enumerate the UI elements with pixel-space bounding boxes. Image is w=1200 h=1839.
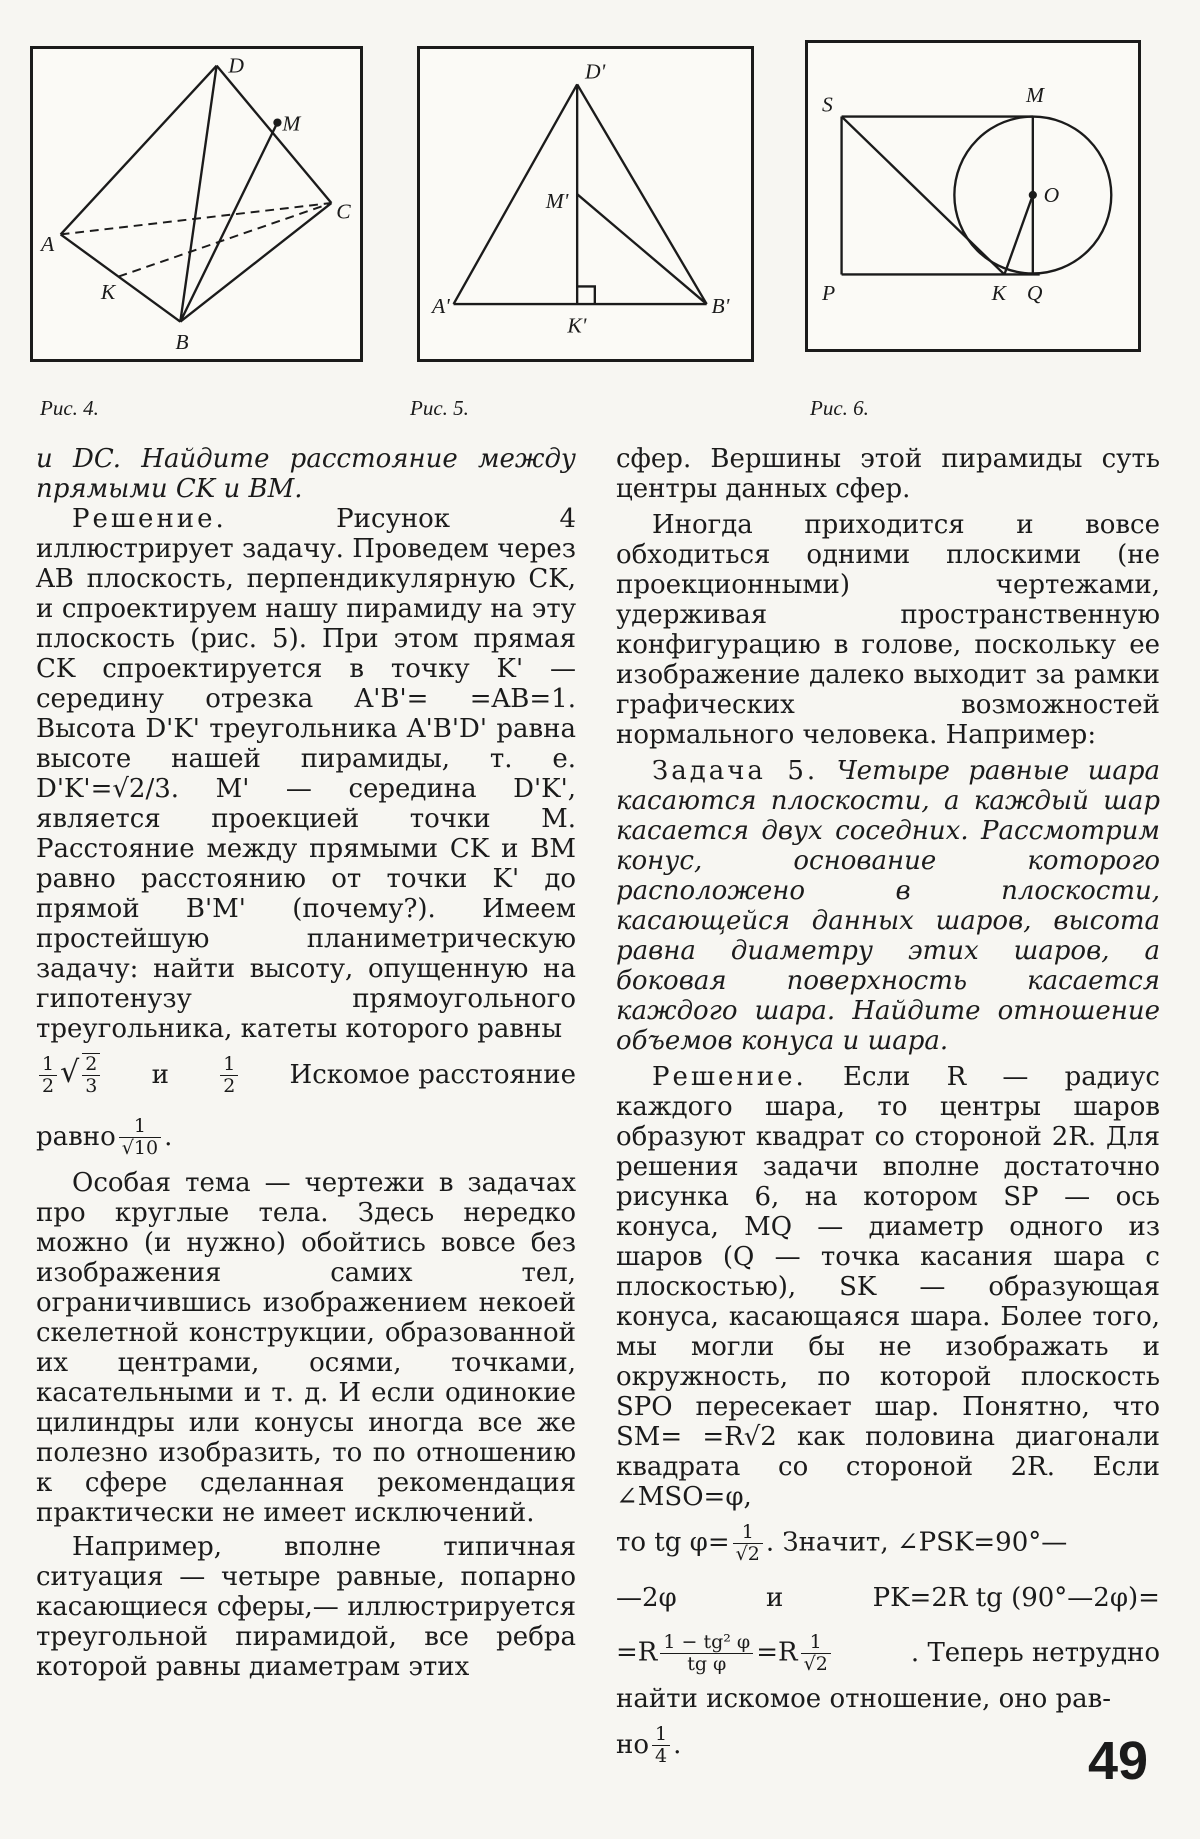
label-m: M xyxy=(282,111,301,136)
right-solution-text: Если R — радиус каждого шара, то центры шаров образуют квадрат со стороной 2R. Для решения задачи вполне достаточно рисунка 6, на котором SP — ось конуса, MQ — диаметр одного из шаров (Q — точка касания шара с плоскостью), SK — образующая конуса, касающаяся шара. Более того, мы могли бы не изображать и окружность, по которой плоскость SPO пересекает шар. Понятно, что SM= =R√2 как половина диагонали квадрата со стороной 2R. Если ∠MSO=φ, xyxy=(616,1062,1160,1512)
figure-5-caption: Рис. 5. xyxy=(410,396,469,420)
right-solution-heading: Решение. xyxy=(652,1062,807,1092)
figure-6 xyxy=(805,40,1141,352)
task-heading: Задача 5. xyxy=(652,756,819,786)
label-a: A xyxy=(41,232,55,257)
label-q: Q xyxy=(1026,280,1043,305)
label-m: M xyxy=(1025,82,1044,107)
final-answer: но $\frac{1}{4}$ . xyxy=(616,1722,682,1767)
label-b-prime: B' xyxy=(711,293,730,318)
label-s: S xyxy=(821,92,833,117)
final-line: найти искомое отношение, оно рав- xyxy=(616,1684,1112,1714)
equation-pk: —2φ и PK=2R tg (90°—2φ)= xyxy=(616,1583,1160,1613)
fraction-half-2: $\frac{1}{2}$ xyxy=(220,1054,238,1097)
task-5 xyxy=(616,756,1160,1056)
label-a-prime: A' xyxy=(431,293,450,318)
right-solution xyxy=(616,1062,1160,1512)
label-d-prime: D' xyxy=(585,59,606,84)
label-k-prime: K' xyxy=(567,313,587,338)
label-b: B xyxy=(175,330,189,355)
right-paragraph-2: Иногда приходится и вовсе обходиться одними плоскими (не проекционными) чертежами, удерживая пространственную конфигурацию в голове, поскольку ее изображение далеко выходит за рамки графических возможностей нормального человека. Например: xyxy=(616,510,1160,750)
solution-heading: Решение. xyxy=(72,504,227,534)
left-paragraph-2 xyxy=(36,504,576,1044)
conjunction-and: и xyxy=(151,1060,169,1090)
page-number: 49 xyxy=(1088,1731,1149,1791)
task-text: Четыре равные шара касаются плоскости, а каждый шар касается двух соседних. Рассмотрим конус, основание которого расположено в плоскости, касающейся данных шаров, высота равна диаметру этих шаров, а боковая поверхность касается каждого шара. Найдите отношение объемов конуса и шара. xyxy=(616,756,1160,1056)
right-column xyxy=(616,444,1160,1776)
right-paragraph-1: сфер. Вершины этой пирамиды суть центры данных сфер. xyxy=(616,444,1160,504)
label-k: K xyxy=(991,280,1007,305)
left-paragraph-3: Особая тема — чертежи в задачах про круглые тела. Здесь нередко можно (и нужно) обойтись вовсе без изображения самих тел, ограничившись изображением некоей скелетной конструкции, образованной их центрами, осями, точками, касательными и т. д. И если одинокие цилиндры или конусы иногда все же полезно изобразить, то по отношению к сфере сделанная рекомендация практически не имеет исключений. xyxy=(36,1168,576,1528)
legs-formula: $\frac{1}{2}$ √ $\frac{2}{3}$ и $\frac{1}{2}$ Искомое расстояние xyxy=(36,1044,576,1106)
label-c: C xyxy=(336,199,351,224)
label-o: O xyxy=(1043,182,1060,207)
equation-tan: то tg φ= $\frac{1}{√2}$ . Значит, ∠PSK=90°— xyxy=(616,1520,1068,1565)
label-p: P xyxy=(821,280,836,305)
left-column xyxy=(36,444,576,1682)
fraction-half-1: $\frac{1}{2}$ xyxy=(39,1054,57,1097)
figure-6-drawing xyxy=(808,43,1138,349)
label-m-prime: M' xyxy=(545,188,569,213)
figure-5 xyxy=(417,46,754,362)
figure-4-drawing xyxy=(33,49,360,359)
figure-5-drawing xyxy=(420,49,751,359)
equation-result: =R $\frac{\text{1 − tg² φ}}{\text{tg φ}}$ =R $\frac{1}{√2}$ . Теперь нетрудно xyxy=(616,1630,1160,1675)
distance-tail: Искомое расстояние xyxy=(289,1060,576,1090)
left-paragraph-4: Например, вполне типичная ситуация — четыре равные, попарно касающиеся сферы,— иллюстрируется треугольной пирамидой, все ребра которой равны диаметрам этих xyxy=(36,1532,576,1682)
fraction-two-thirds: $\frac{2}{3}$ xyxy=(82,1053,100,1097)
figure-6-caption: Рис. 6. xyxy=(810,396,869,420)
figure-4 xyxy=(30,46,363,362)
left-paragraph-1: и DC. Найдите расстояние между прямыми CK и BM. xyxy=(36,444,576,504)
answer-line: равно $\frac{1}{√10}$ . xyxy=(36,1114,173,1159)
label-d: D xyxy=(228,53,244,78)
label-k: K xyxy=(100,280,116,305)
answer-word: равно xyxy=(36,1122,116,1152)
solution-text: Рисунок 4 иллюстрирует задачу. Проведем через AB плоскость, перпендикулярную CK, и спроектируем нашу пирамиду на эту плоскость (рис. 5). При этом прямая CK спроектируется в точку K' — середину отрезка A'B'= =AB=1. Высота D'K' треугольника A'B'D' равна высоте нашей пирамиды, т. е. D'K'=√2/3. M' — середина D'K', является проекцией точки M. Расстояние между прямыми CK и BM равно расстоянию от точки K' до прямой B'M' (почему?). Имеем простейшую планиметрическую задачу: найти высоту, опущенную на гипотенузу прямоугольного треугольника, катеты которого равны xyxy=(36,504,576,1044)
figure-4-caption: Рис. 4. xyxy=(40,396,99,420)
fraction-answer: $\frac{1}{√10}$ xyxy=(119,1116,161,1159)
